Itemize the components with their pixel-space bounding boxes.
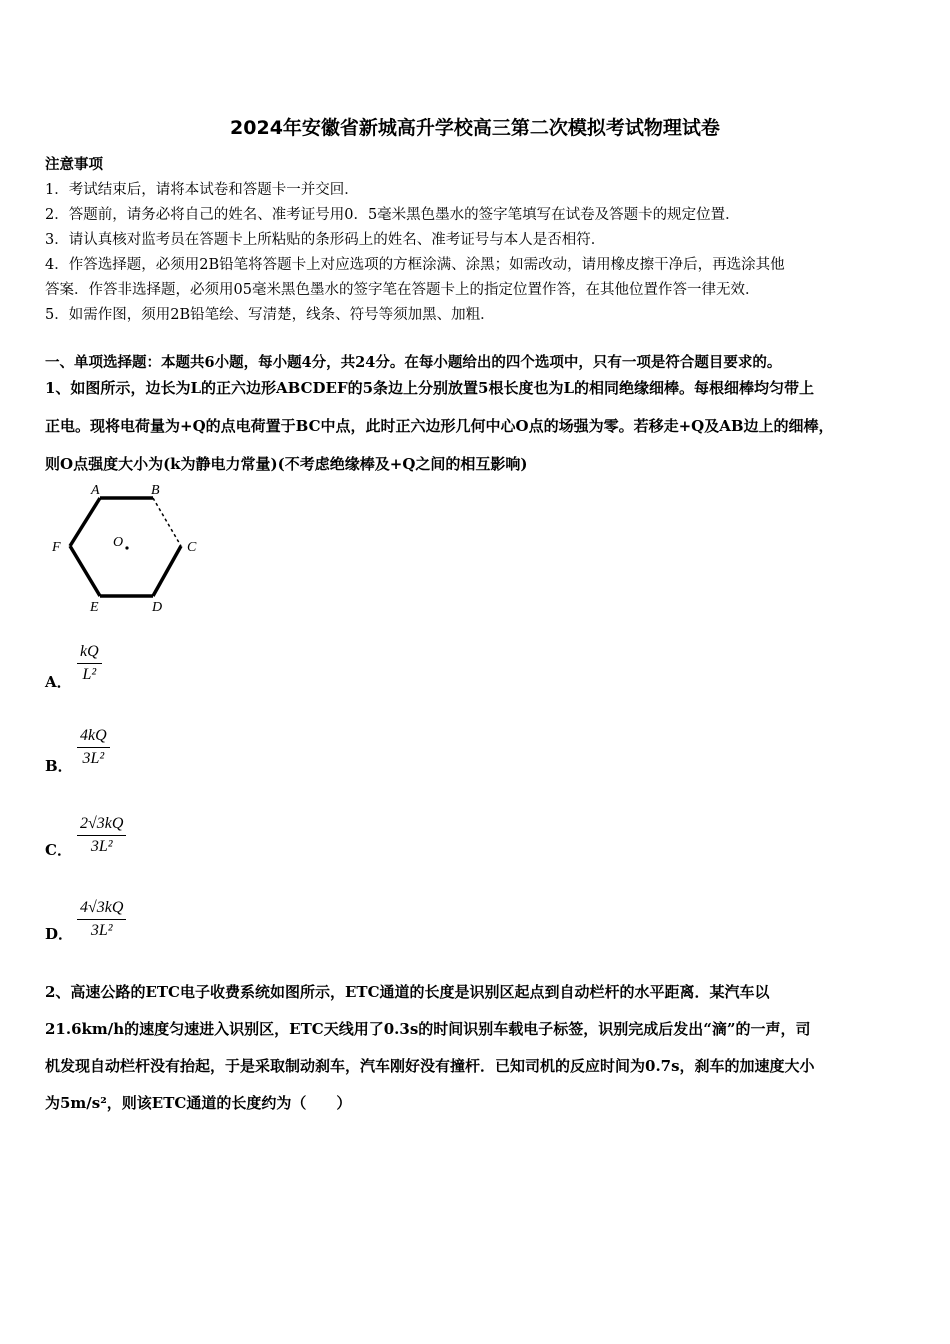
- q2-line-2: 21.6km/h的速度匀速进入识别区，ETC天线用了0.3s的时间识别车载电子标签，识别完成后发出“滴”的一声，司: [45, 1020, 811, 1038]
- q2-line-1: 2、高速公路的ETC电子收费系统如图所示，ETC通道的长度是识别区起点到自动栏杆的水平距离．某汽车以: [45, 983, 770, 1001]
- exam-title: 2024年安徽省新城高升学校高三第二次模拟考试物理试卷: [230, 117, 720, 139]
- notice-item-5: 5．如需作图，须用2B铅笔绘、写清楚，线条、符号等须加黑、加粗．: [45, 307, 495, 323]
- hexagon-figure: [45, 480, 220, 615]
- option-c-value: [77, 815, 126, 856]
- notice-item-1: 1．考试结束后，请将本试卷和答题卡一并交回．: [45, 182, 359, 198]
- label-c: C: [187, 540, 197, 555]
- notice-heading: 注意事项: [45, 156, 103, 173]
- option-c-numerator: 2√3kQ: [77, 815, 126, 836]
- option-a-value: [77, 643, 102, 684]
- option-d-denominator: 3L²: [90, 922, 113, 939]
- label-o: O: [113, 535, 124, 550]
- label-f: F: [52, 540, 61, 555]
- option-a-numerator: kQ: [77, 643, 102, 664]
- option-a-denominator: L²: [82, 666, 97, 683]
- edge-cd: [153, 546, 181, 596]
- notice-item-2: 2．答题前，请务必将自己的姓名、准考证号用0．5毫米黑色墨水的签字笔填写在试卷及答题卡的规定位置．: [45, 207, 740, 223]
- option-b-label: B．: [45, 757, 73, 775]
- label-a: A: [91, 483, 100, 498]
- option-b-numerator: 4kQ: [77, 727, 110, 748]
- q2-line-3: 机发现自动栏杆没有抬起，于是采取制动刹车，汽车刚好没有撞杆．已知司机的反应时间为0.7s，刹车的加速度大小: [45, 1057, 815, 1075]
- notice-item-4-cont: 答案．作答非选择题，必须用05毫米黑色墨水的签字笔在答题卡上的指定位置作答，在其他位置作答一律无效．: [45, 282, 760, 298]
- label-d: D: [152, 600, 163, 615]
- edge-ef: [70, 546, 100, 596]
- q1-line-1: 1、如图所示，边长为L的正六边形ABCDEF的5条边上分别放置5根长度也为L的相同绝缘细棒。每根细棒均匀带上: [45, 379, 815, 397]
- option-a-label: A．: [45, 673, 72, 691]
- edge-fa: [70, 498, 100, 546]
- option-d-value: [77, 899, 126, 940]
- option-d-label: D．: [45, 925, 74, 943]
- label-b: B: [151, 483, 160, 498]
- option-b-denominator: 3L²: [82, 750, 105, 767]
- notice-item-4: 4．作答选择题，必须用2B铅笔将答题卡上对应选项的方框涂满、涂黑；如需改动，请用橡皮擦干净后，再选涂其他: [45, 257, 785, 273]
- option-c-label: C．: [45, 841, 72, 859]
- section1-heading: 一、单项选择题：本题共6小题，每小题4分，共24分。在每小题给出的四个选项中，只有一项是符合题目要求的。: [45, 354, 782, 371]
- q1-line-2: 正电。现将电荷量为+Q的点电荷置于BC中点，此时正六边形几何中心O点的场强为零。若移走+Q及AB边上的细棒，: [45, 417, 834, 435]
- option-c-denominator: 3L²: [90, 838, 113, 855]
- edge-bc: [153, 498, 181, 546]
- q1-line-3: 则O点强度大小为(k为静电力常量)(不考虑绝缘棒及+Q之间的相互影响): [45, 455, 528, 473]
- q2-line-4: 为5m/s²，则该ETC通道的长度约为（ ）: [45, 1094, 352, 1112]
- notice-item-3: 3．请认真核对监考员在答题卡上所粘贴的条形码上的姓名、准考证号与本人是否相符．: [45, 232, 606, 248]
- option-b-value: [77, 727, 110, 768]
- label-e: E: [90, 600, 99, 615]
- option-d-numerator: 4√3kQ: [77, 899, 126, 920]
- center-point: [125, 546, 128, 549]
